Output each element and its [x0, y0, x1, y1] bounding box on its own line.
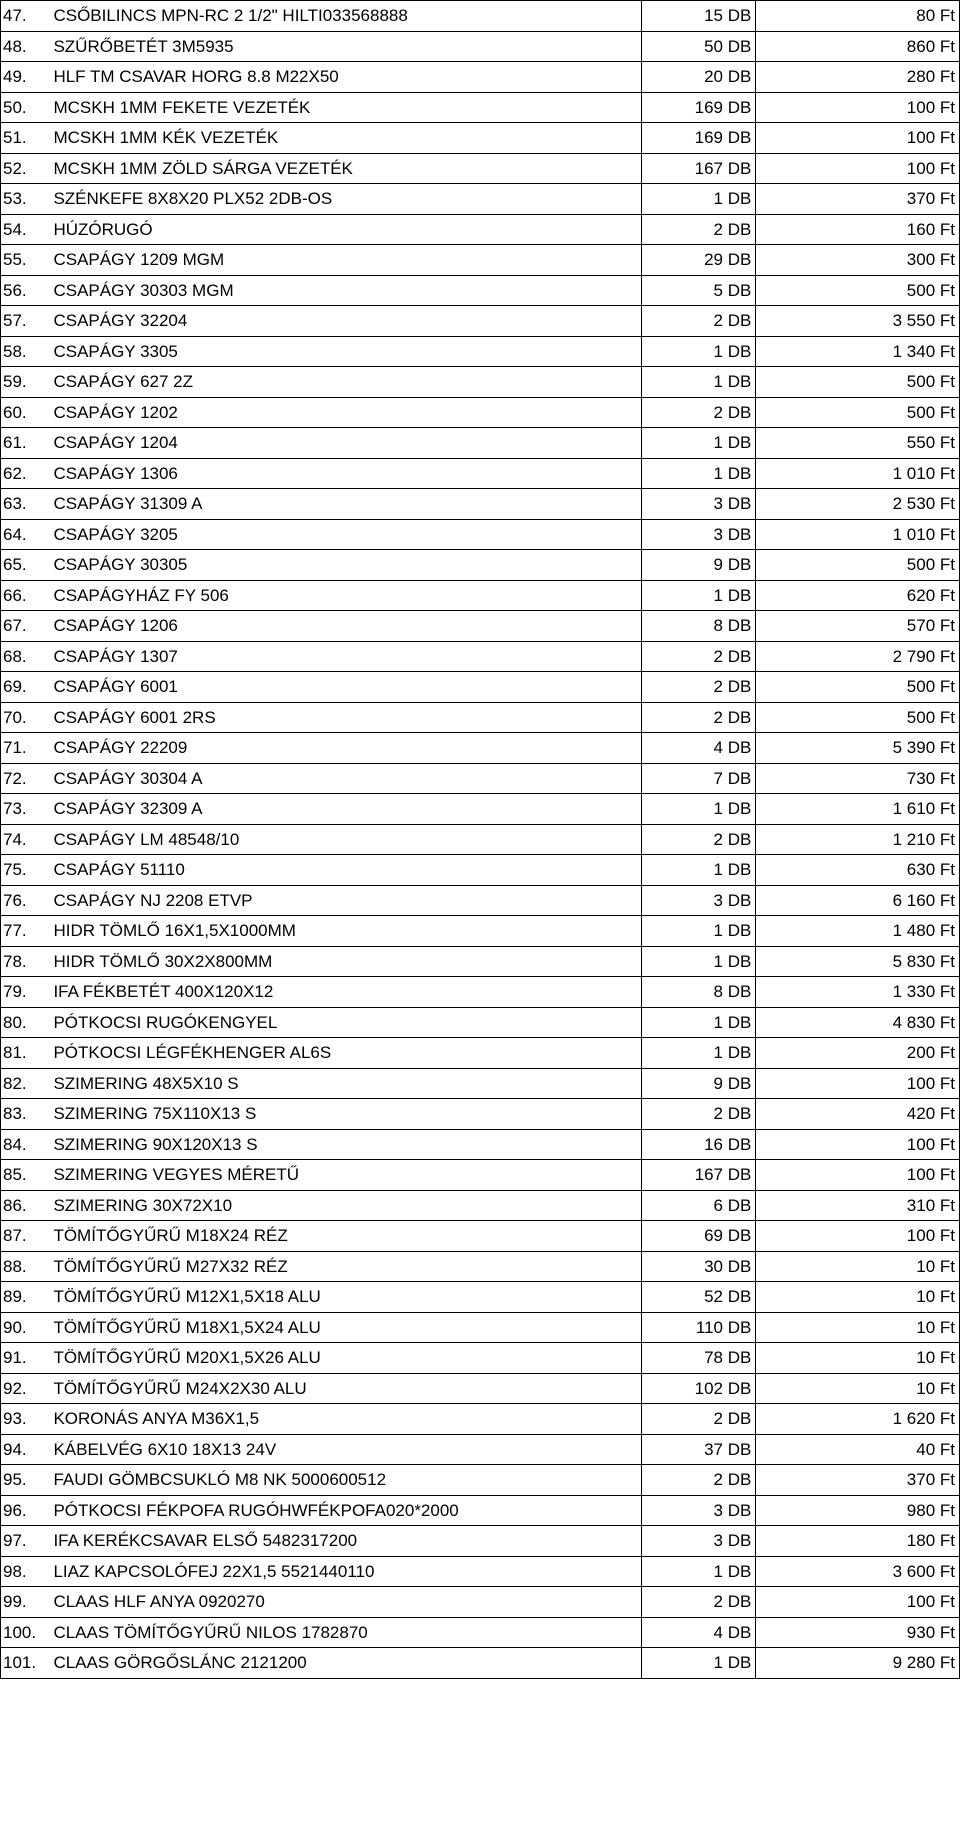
item-price: 10 Ft — [756, 1282, 960, 1313]
row-number: 66. — [1, 580, 50, 611]
item-name: CSAPÁGY 30304 A — [49, 763, 642, 794]
item-name: CSAPÁGY 1209 MGM — [49, 245, 642, 276]
table-row — [1, 1251, 960, 1282]
table-row — [1, 1556, 960, 1587]
item-price: 980 Ft — [756, 1495, 960, 1526]
item-name: HIDR TÖMLŐ 30X2X800MM — [49, 946, 642, 977]
row-number: 89. — [1, 1282, 50, 1313]
item-quantity: 3 DB — [642, 885, 756, 916]
item-price: 1 620 Ft — [756, 1404, 960, 1435]
item-price: 100 Ft — [756, 1587, 960, 1618]
row-number: 49. — [1, 62, 50, 93]
item-quantity: 1 DB — [642, 458, 756, 489]
item-price: 9 280 Ft — [756, 1648, 960, 1679]
item-price: 100 Ft — [756, 1160, 960, 1191]
item-price: 100 Ft — [756, 92, 960, 123]
item-name: CSAPÁGY 1306 — [49, 458, 642, 489]
table-row — [1, 885, 960, 916]
item-price: 10 Ft — [756, 1343, 960, 1374]
table-row — [1, 580, 960, 611]
table-row — [1, 1343, 960, 1374]
row-number: 83. — [1, 1099, 50, 1130]
item-name: CSAPÁGY 30303 MGM — [49, 275, 642, 306]
table-row — [1, 489, 960, 520]
table-row — [1, 1465, 960, 1496]
table-row — [1, 336, 960, 367]
item-quantity: 3 DB — [642, 1495, 756, 1526]
item-quantity: 2 DB — [642, 214, 756, 245]
item-price: 500 Ft — [756, 275, 960, 306]
item-price: 3 600 Ft — [756, 1556, 960, 1587]
table-row — [1, 1434, 960, 1465]
row-number: 71. — [1, 733, 50, 764]
item-price: 570 Ft — [756, 611, 960, 642]
row-number: 68. — [1, 641, 50, 672]
item-quantity: 169 DB — [642, 92, 756, 123]
table-row — [1, 1190, 960, 1221]
row-number: 80. — [1, 1007, 50, 1038]
row-number: 50. — [1, 92, 50, 123]
row-number: 56. — [1, 275, 50, 306]
item-quantity: 102 DB — [642, 1373, 756, 1404]
item-quantity: 1 DB — [642, 946, 756, 977]
item-name: TÖMÍTŐGYŰRŰ M24X2X30 ALU — [49, 1373, 642, 1404]
item-quantity: 7 DB — [642, 763, 756, 794]
item-name: CSAPÁGY 1307 — [49, 641, 642, 672]
table-row — [1, 977, 960, 1008]
item-name: CSAPÁGY NJ 2208 ETVP — [49, 885, 642, 916]
table-row — [1, 31, 960, 62]
row-number: 81. — [1, 1038, 50, 1069]
table-row — [1, 763, 960, 794]
table-row — [1, 1129, 960, 1160]
table-row — [1, 1526, 960, 1557]
item-price: 500 Ft — [756, 672, 960, 703]
row-number: 52. — [1, 153, 50, 184]
row-number: 86. — [1, 1190, 50, 1221]
row-number: 58. — [1, 336, 50, 367]
row-number: 91. — [1, 1343, 50, 1374]
item-quantity: 1 DB — [642, 336, 756, 367]
item-name: PÓTKOCSI FÉKPOFA RUGÓHWFÉKPOFA020*2000 — [49, 1495, 642, 1526]
table-row — [1, 1373, 960, 1404]
item-quantity: 4 DB — [642, 733, 756, 764]
item-price: 420 Ft — [756, 1099, 960, 1130]
item-name: SZIMERING VEGYES MÉRETŰ — [49, 1160, 642, 1191]
item-quantity: 30 DB — [642, 1251, 756, 1282]
item-price: 180 Ft — [756, 1526, 960, 1557]
item-quantity: 8 DB — [642, 977, 756, 1008]
item-price: 1 010 Ft — [756, 458, 960, 489]
item-quantity: 2 DB — [642, 397, 756, 428]
row-number: 57. — [1, 306, 50, 337]
item-name: CSAPÁGY 51110 — [49, 855, 642, 886]
table-row — [1, 946, 960, 977]
row-number: 82. — [1, 1068, 50, 1099]
item-name: CSAPÁGY 6001 2RS — [49, 702, 642, 733]
table-row — [1, 1068, 960, 1099]
item-price: 3 550 Ft — [756, 306, 960, 337]
item-quantity: 2 DB — [642, 1587, 756, 1618]
row-number: 55. — [1, 245, 50, 276]
item-quantity: 1 DB — [642, 1556, 756, 1587]
item-name: MCSKH 1MM FEKETE VEZETÉK — [49, 92, 642, 123]
item-name: TÖMÍTŐGYŰRŰ M18X1,5X24 ALU — [49, 1312, 642, 1343]
row-number: 99. — [1, 1587, 50, 1618]
item-name: CSAPÁGY 1206 — [49, 611, 642, 642]
item-quantity: 1 DB — [642, 184, 756, 215]
item-quantity: 2 DB — [642, 1099, 756, 1130]
table-row — [1, 641, 960, 672]
row-number: 64. — [1, 519, 50, 550]
item-name: CLAAS GÖRGŐSLÁNC 2121200 — [49, 1648, 642, 1679]
item-price: 370 Ft — [756, 184, 960, 215]
table-row — [1, 214, 960, 245]
item-quantity: 16 DB — [642, 1129, 756, 1160]
table-row — [1, 794, 960, 825]
row-number: 63. — [1, 489, 50, 520]
item-quantity: 15 DB — [642, 1, 756, 32]
item-name: KÁBELVÉG 6X10 18X13 24V — [49, 1434, 642, 1465]
item-quantity: 1 DB — [642, 367, 756, 398]
item-name: PÓTKOCSI RUGÓKENGYEL — [49, 1007, 642, 1038]
item-quantity: 2 DB — [642, 306, 756, 337]
item-name: CSAPÁGY 31309 A — [49, 489, 642, 520]
item-quantity: 167 DB — [642, 153, 756, 184]
item-name: CSAPÁGY 1202 — [49, 397, 642, 428]
item-price: 550 Ft — [756, 428, 960, 459]
row-number: 73. — [1, 794, 50, 825]
row-number: 90. — [1, 1312, 50, 1343]
item-price: 10 Ft — [756, 1312, 960, 1343]
item-price: 2 530 Ft — [756, 489, 960, 520]
item-name: CSAPÁGY 30305 — [49, 550, 642, 581]
row-number: 61. — [1, 428, 50, 459]
item-name: CLAAS HLF ANYA 0920270 — [49, 1587, 642, 1618]
table-row — [1, 611, 960, 642]
item-price: 100 Ft — [756, 1068, 960, 1099]
table-row — [1, 1221, 960, 1252]
item-name: TÖMÍTŐGYŰRŰ M12X1,5X18 ALU — [49, 1282, 642, 1313]
item-price: 5 390 Ft — [756, 733, 960, 764]
row-number: 65. — [1, 550, 50, 581]
table-row — [1, 1, 960, 32]
item-quantity: 1 DB — [642, 794, 756, 825]
table-row — [1, 1648, 960, 1679]
table-row — [1, 1038, 960, 1069]
item-price: 100 Ft — [756, 153, 960, 184]
row-number: 93. — [1, 1404, 50, 1435]
table-row — [1, 1495, 960, 1526]
item-price: 1 330 Ft — [756, 977, 960, 1008]
item-price: 1 610 Ft — [756, 794, 960, 825]
item-price: 100 Ft — [756, 1221, 960, 1252]
item-price: 1 010 Ft — [756, 519, 960, 550]
item-quantity: 50 DB — [642, 31, 756, 62]
item-quantity: 1 DB — [642, 428, 756, 459]
item-name: TÖMÍTŐGYŰRŰ M27X32 RÉZ — [49, 1251, 642, 1282]
table-row — [1, 306, 960, 337]
item-name: IFA KERÉKCSAVAR ELSŐ 5482317200 — [49, 1526, 642, 1557]
item-name: PÓTKOCSI LÉGFÉKHENGER AL6S — [49, 1038, 642, 1069]
item-price: 310 Ft — [756, 1190, 960, 1221]
item-price: 10 Ft — [756, 1373, 960, 1404]
row-number: 72. — [1, 763, 50, 794]
item-quantity: 1 DB — [642, 1007, 756, 1038]
item-name: SZIMERING 48X5X10 S — [49, 1068, 642, 1099]
row-number: 74. — [1, 824, 50, 855]
item-name: CSAPÁGY 3205 — [49, 519, 642, 550]
row-number: 96. — [1, 1495, 50, 1526]
item-name: SZÉNKEFE 8X8X20 PLX52 2DB-OS — [49, 184, 642, 215]
table-row — [1, 428, 960, 459]
item-price: 1 340 Ft — [756, 336, 960, 367]
table-row — [1, 1007, 960, 1038]
table-row — [1, 1587, 960, 1618]
row-number: 51. — [1, 123, 50, 154]
row-number: 59. — [1, 367, 50, 398]
row-number: 77. — [1, 916, 50, 947]
row-number: 67. — [1, 611, 50, 642]
item-quantity: 37 DB — [642, 1434, 756, 1465]
row-number: 98. — [1, 1556, 50, 1587]
table-row — [1, 1160, 960, 1191]
row-number: 88. — [1, 1251, 50, 1282]
item-name: CSAPÁGY 3305 — [49, 336, 642, 367]
item-name: CSAPÁGY 1204 — [49, 428, 642, 459]
row-number: 47. — [1, 1, 50, 32]
item-quantity: 8 DB — [642, 611, 756, 642]
item-name: CSAPÁGY 6001 — [49, 672, 642, 703]
item-name: CSAPÁGY LM 48548/10 — [49, 824, 642, 855]
item-quantity: 3 DB — [642, 489, 756, 520]
item-quantity: 2 DB — [642, 672, 756, 703]
row-number: 79. — [1, 977, 50, 1008]
item-quantity: 169 DB — [642, 123, 756, 154]
row-number: 54. — [1, 214, 50, 245]
item-name: CLAAS TÖMÍTŐGYŰRŰ NILOS 1782870 — [49, 1617, 642, 1648]
item-name: CSŐBILINCS MPN-RC 2 1/2" HILTI033568888 — [49, 1, 642, 32]
row-number: 95. — [1, 1465, 50, 1496]
row-number: 78. — [1, 946, 50, 977]
item-price: 2 790 Ft — [756, 641, 960, 672]
row-number: 69. — [1, 672, 50, 703]
row-number: 87. — [1, 1221, 50, 1252]
item-price: 5 830 Ft — [756, 946, 960, 977]
row-number: 101. — [1, 1648, 50, 1679]
item-quantity: 1 DB — [642, 580, 756, 611]
row-number: 62. — [1, 458, 50, 489]
item-price: 280 Ft — [756, 62, 960, 93]
table-row — [1, 519, 960, 550]
row-number: 84. — [1, 1129, 50, 1160]
row-number: 94. — [1, 1434, 50, 1465]
item-name: TÖMÍTŐGYŰRŰ M18X24 RÉZ — [49, 1221, 642, 1252]
item-price: 370 Ft — [756, 1465, 960, 1496]
item-name: CSAPÁGY 32309 A — [49, 794, 642, 825]
table-row — [1, 1282, 960, 1313]
item-name: HLF TM CSAVAR HORG 8.8 M22X50 — [49, 62, 642, 93]
item-quantity: 1 DB — [642, 1038, 756, 1069]
row-number: 60. — [1, 397, 50, 428]
item-price: 100 Ft — [756, 1129, 960, 1160]
table-row — [1, 702, 960, 733]
item-name: SZIMERING 30X72X10 — [49, 1190, 642, 1221]
item-quantity: 52 DB — [642, 1282, 756, 1313]
item-price: 40 Ft — [756, 1434, 960, 1465]
item-price: 630 Ft — [756, 855, 960, 886]
row-number: 70. — [1, 702, 50, 733]
row-number: 85. — [1, 1160, 50, 1191]
item-quantity: 9 DB — [642, 550, 756, 581]
table-row — [1, 245, 960, 276]
item-price: 620 Ft — [756, 580, 960, 611]
table-row — [1, 855, 960, 886]
item-quantity: 2 DB — [642, 702, 756, 733]
item-name: FAUDI GÖMBCSUKLÓ M8 NK 5000600512 — [49, 1465, 642, 1496]
table-row — [1, 1312, 960, 1343]
item-name: MCSKH 1MM ZÖLD SÁRGA VEZETÉK — [49, 153, 642, 184]
item-quantity: 110 DB — [642, 1312, 756, 1343]
item-quantity: 2 DB — [642, 641, 756, 672]
item-name: SZŰRŐBETÉT 3M5935 — [49, 31, 642, 62]
table-row — [1, 92, 960, 123]
item-name: HÚZÓRUGÓ — [49, 214, 642, 245]
item-quantity: 1 DB — [642, 855, 756, 886]
table-row — [1, 123, 960, 154]
item-price: 1 480 Ft — [756, 916, 960, 947]
item-quantity: 167 DB — [642, 1160, 756, 1191]
table-row — [1, 824, 960, 855]
item-quantity: 3 DB — [642, 519, 756, 550]
item-name: HIDR TÖMLŐ 16X1,5X1000MM — [49, 916, 642, 947]
table-body — [1, 1, 960, 1679]
item-quantity: 3 DB — [642, 1526, 756, 1557]
table-row — [1, 550, 960, 581]
item-price: 500 Ft — [756, 702, 960, 733]
item-quantity: 4 DB — [642, 1617, 756, 1648]
item-quantity: 1 DB — [642, 1648, 756, 1679]
table-row — [1, 672, 960, 703]
item-price: 300 Ft — [756, 245, 960, 276]
item-price: 500 Ft — [756, 397, 960, 428]
item-quantity: 29 DB — [642, 245, 756, 276]
item-name: CSAPÁGYHÁZ FY 506 — [49, 580, 642, 611]
item-price: 100 Ft — [756, 123, 960, 154]
row-number: 53. — [1, 184, 50, 215]
item-price: 10 Ft — [756, 1251, 960, 1282]
row-number: 75. — [1, 855, 50, 886]
item-quantity: 5 DB — [642, 275, 756, 306]
item-quantity: 69 DB — [642, 1221, 756, 1252]
item-name: CSAPÁGY 22209 — [49, 733, 642, 764]
table-row — [1, 1617, 960, 1648]
table-row — [1, 367, 960, 398]
item-quantity: 20 DB — [642, 62, 756, 93]
item-price: 1 210 Ft — [756, 824, 960, 855]
item-quantity: 1 DB — [642, 916, 756, 947]
row-number: 92. — [1, 1373, 50, 1404]
item-quantity: 6 DB — [642, 1190, 756, 1221]
table-row — [1, 184, 960, 215]
item-name: LIAZ KAPCSOLÓFEJ 22X1,5 5521440110 — [49, 1556, 642, 1587]
table-row — [1, 1404, 960, 1435]
table-row — [1, 733, 960, 764]
item-price: 4 830 Ft — [756, 1007, 960, 1038]
item-name: SZIMERING 90X120X13 S — [49, 1129, 642, 1160]
item-name: SZIMERING 75X110X13 S — [49, 1099, 642, 1130]
table-row — [1, 275, 960, 306]
item-quantity: 2 DB — [642, 824, 756, 855]
item-price: 160 Ft — [756, 214, 960, 245]
row-number: 100. — [1, 1617, 50, 1648]
row-number: 48. — [1, 31, 50, 62]
item-quantity: 2 DB — [642, 1465, 756, 1496]
item-price: 6 160 Ft — [756, 885, 960, 916]
item-price: 500 Ft — [756, 550, 960, 581]
item-name: MCSKH 1MM KÉK VEZETÉK — [49, 123, 642, 154]
table-row — [1, 397, 960, 428]
item-price: 200 Ft — [756, 1038, 960, 1069]
item-name: KORONÁS ANYA M36X1,5 — [49, 1404, 642, 1435]
table-row — [1, 916, 960, 947]
table-row — [1, 153, 960, 184]
row-number: 97. — [1, 1526, 50, 1557]
table-row — [1, 62, 960, 93]
item-quantity: 2 DB — [642, 1404, 756, 1435]
item-quantity: 9 DB — [642, 1068, 756, 1099]
item-price: 500 Ft — [756, 367, 960, 398]
item-name: TÖMÍTŐGYŰRŰ M20X1,5X26 ALU — [49, 1343, 642, 1374]
table-row — [1, 1099, 960, 1130]
table-row — [1, 458, 960, 489]
item-name: CSAPÁGY 32204 — [49, 306, 642, 337]
item-quantity: 78 DB — [642, 1343, 756, 1374]
item-name: IFA FÉKBETÉT 400X120X12 — [49, 977, 642, 1008]
item-name: CSAPÁGY 627 2Z — [49, 367, 642, 398]
row-number: 76. — [1, 885, 50, 916]
item-price: 80 Ft — [756, 1, 960, 32]
item-price: 730 Ft — [756, 763, 960, 794]
item-price: 860 Ft — [756, 31, 960, 62]
item-price: 930 Ft — [756, 1617, 960, 1648]
